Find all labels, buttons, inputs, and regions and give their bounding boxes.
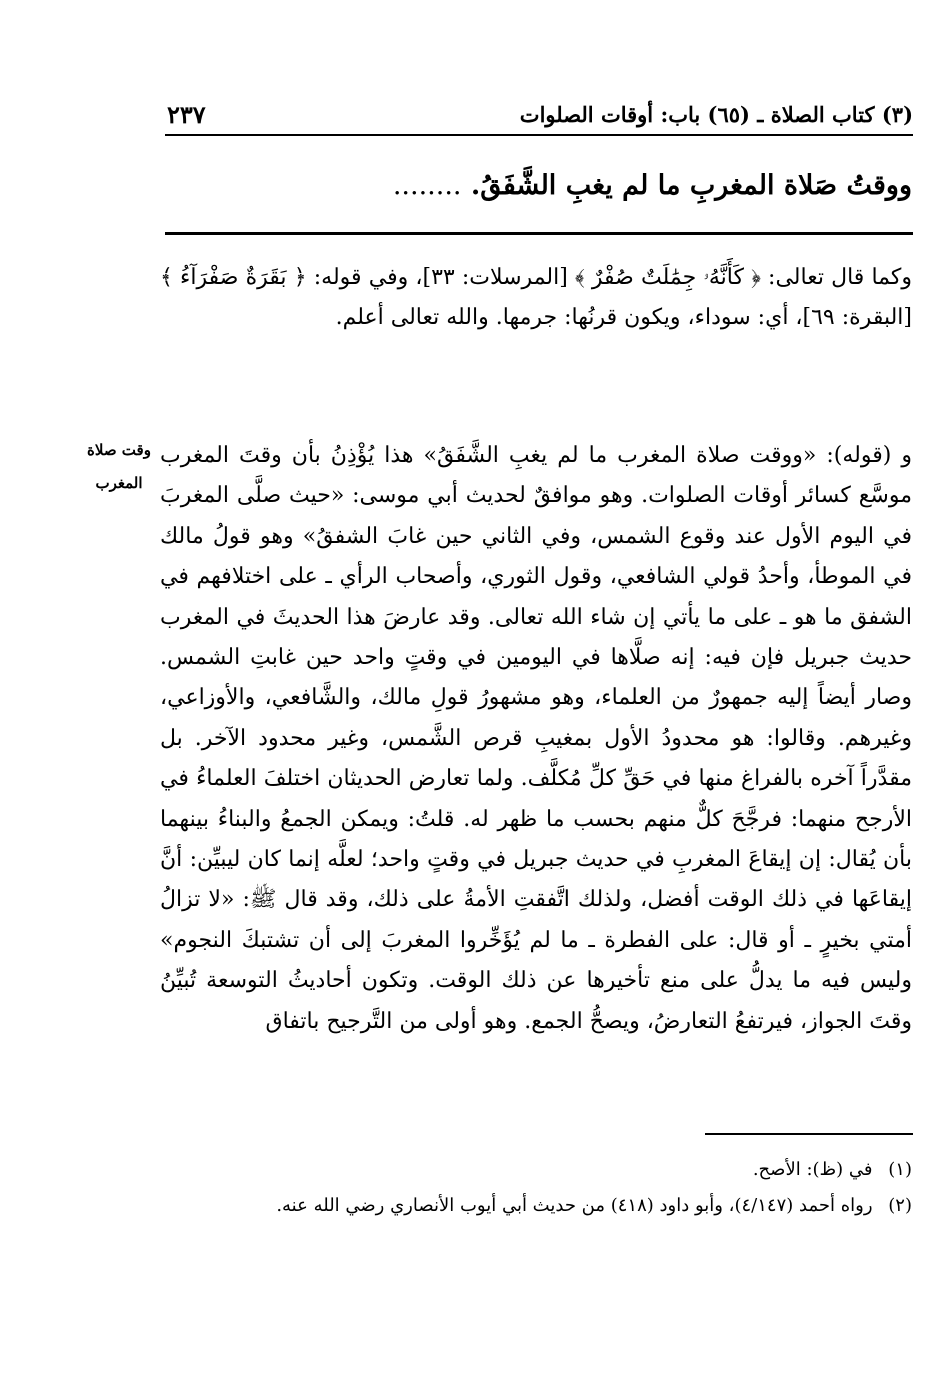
hadith-matn [164, 160, 912, 212]
matn-dots: ........ [392, 170, 462, 201]
footnote-number: (١) [888, 1159, 912, 1180]
footnote-1 [160, 1152, 912, 1188]
footnote-text: رواه أحمد (٤/١٤٧)، وأبو داود (٤١٨) من حديث أبي أيوب الأنصاري رضي الله عنه. [276, 1195, 873, 1216]
footnote-number: (٢) [888, 1195, 912, 1216]
matn-text: ووقتُ صَلاة المغربِ ما لم يغبِ الشَّفَقُ. [470, 170, 912, 201]
chapter-title: (٣) كتاب الصلاة ـ (٦٥) باب: أوقات الصلوات [519, 102, 913, 127]
footnote-text: في (ظ): الأصح. [752, 1159, 873, 1180]
page-number: ٢٣٧ [167, 100, 206, 129]
margin-note: وقت صلاة المغرب [87, 441, 151, 492]
footnote-divider [705, 1133, 913, 1135]
footnotes [160, 1152, 912, 1224]
running-head [165, 100, 913, 136]
section-divider [165, 232, 913, 235]
commentary-paragraph-2: و (قوله): «ووقت صلاة المغرب ما لم يغبِ الشَّفَقُ» هذا يُؤْذِنُ بأن وقتَ المغرب موسَّع كسائر أوقات الصلوات. وهو موافقٌ لحديث أبي موسى: «حيث صلَّى المغربَ في اليوم الأول عند وقوع الشمس، وفي الثاني حين غابَ الشفقُ» وهو قولُ مالك في الموطأ، وأحدُ قولي الشافعي، وقول الثوري، وأصحاب الرأي ـ على اختلافهم في الشفق ما هو ـ على ما يأتي إن شاء الله تعالى. وقد عارضَ هذا الحديثَ في المغرب حديث جبريل فإن فيه: إنه صلَّاها في اليومين في وقتٍ واحد حين غابتِ الشمس. وصار أيضاً إليه جمهورٌ من العلماء، وهو مشهورُ قولِ مالك، والشَّافعي، والأوزاعي، وغيرهم. وقالوا: هو محدودُ الأول بمغيبِ قرص الشَّمس، وغير محدود الآخر. بل مقدَّراً آخره بالفراغ منها في حَقِّ كلِّ مُكلَّف. ولما تعارض الحديثان اختلفَ العلماءُ في الأرجح منهما: فرجَّحَ كلٌّ منهم بحسب ما ظهر له. قلتُ: ويمكن الجمعُ والبناءُ بينهما بأن يُقال: إن إيقاعَ المغربِ في حديث جبريل في وقتٍ واحد؛ لعلَّه إنما كان ليبيِّن: أنَّ إيقاعَها في ذلك الوقت أفضل، ولذلك اتَّفقتِ الأمةُ على ذلك، وقد قال ﷺ: «لا تزالُ أمتي بخيرٍ ـ أو قال: على الفطرة ـ ما لم يُؤَخِّروا المغربَ إلى أن تشتبكَ النجوم» وليس فيه ما يدلُّ على منع تأخيرها عن ذلك الوقت. وتكون أحاديثُ التوسعة تُبيِّنُ وقتَ الجواز، فيرتفعُ التعارضُ، ويصحُّ الجمع. وهو أولى من التَّرجيح باتفاق [160, 443, 912, 1034]
commentary-paragraph-1: وكما قال تعالى: ﴿ كَأَنَّهُۥ جِمَٰلَتٌ صُفْرٌ ﴾ [المرسلات: ٣٣]، وفي قوله: ﴿ بَقَرَةٌ صَفْرَآءُ ﴾ [البقرة: ٦٩]، أي: سوداء، ويكون قرنُها: جرمها. والله تعالى أعلم. [160, 265, 913, 331]
footnote-2 [160, 1188, 912, 1224]
